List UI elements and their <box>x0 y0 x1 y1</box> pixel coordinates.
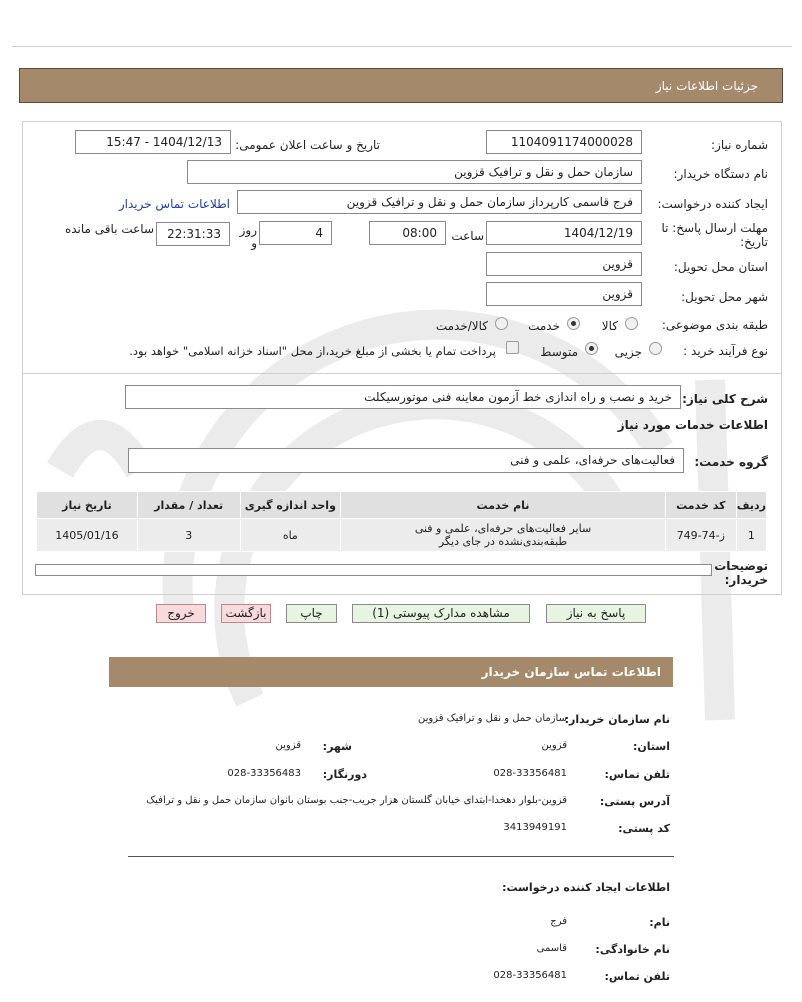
buyer-notes-field <box>35 564 712 576</box>
col-qty-header: تعداد / مقدار <box>137 492 240 519</box>
category-option-goods: کالا <box>601 319 618 333</box>
contact-address-label: آدرس پستی: <box>599 795 670 808</box>
service-name-line1: سایر فعالیت‌های حرفه‌ای، علمی و فنی <box>414 522 592 535</box>
services-heading: اطلاعات خدمات مورد نیاز <box>617 418 768 432</box>
days-label: روز <box>239 223 257 237</box>
deadline-label-date: تاریخ: <box>740 235 768 249</box>
service-group-field: فعالیت‌های حرفه‌ای، علمی و فنی <box>128 448 684 473</box>
treasury-payment-checkbox[interactable] <box>506 341 519 354</box>
delivery-province-field: قزوین <box>486 252 642 276</box>
creator-phone-value: 028-33356481 <box>493 970 567 981</box>
category-option-goods-service: کالا/خدمت <box>435 319 488 333</box>
service-group-label: گروه خدمت: <box>694 455 768 469</box>
cell-date: 1405/01/16 <box>37 519 138 552</box>
process-radio-medium[interactable] <box>585 342 598 355</box>
contact-org-value: سازمان حمل و نقل و ترافیک قزوین <box>417 713 567 724</box>
treasury-payment-note: پرداخت تمام یا بخشی از مبلغ خرید،از محل "اسناد خزانه اسلامی" خواهد بود. <box>129 344 496 358</box>
delivery-province-label: استان محل تحویل: <box>673 260 768 274</box>
contact-org-label: نام سازمان خریدار: <box>564 713 670 726</box>
exit-button[interactable]: خروج <box>156 604 206 623</box>
creator-first-name-label: نام: <box>649 916 670 929</box>
contact-province-value: قزوین <box>541 740 567 751</box>
panel-divider <box>22 373 782 374</box>
deadline-label: مهلت ارسال پاسخ: تا <box>661 221 768 235</box>
col-unit-header: واحد اندازه گیری <box>240 492 341 519</box>
announce-date-field: 1404/12/13 - 15:47 <box>75 130 231 154</box>
col-code-header: کد خدمت <box>665 492 736 519</box>
process-type-label: نوع فرآیند خرید : <box>683 344 768 358</box>
need-number-field: 1104091174000028 <box>486 130 642 154</box>
reply-button[interactable]: پاسخ به نیاز <box>546 604 646 623</box>
cell-qty: 3 <box>137 519 240 552</box>
cell-row: 1 <box>736 519 766 552</box>
deadline-time-field: 08:00 <box>369 221 446 245</box>
remaining-time-label: ساعت باقی مانده <box>64 222 154 236</box>
creator-label: ایجاد کننده درخواست: <box>657 197 768 211</box>
category-option-service: خدمت <box>528 319 560 333</box>
description-field: خرید و نصب و راه اندازی خط آزمون معاینه فنی موتورسیکلت <box>125 385 681 409</box>
category-radio-goods[interactable] <box>625 317 638 330</box>
contact-city-label: شهر: <box>322 740 352 753</box>
buyer-org-label: نام دستگاه خریدار: <box>673 167 768 181</box>
deadline-hour-label: ساعت <box>451 229 484 243</box>
contact-postal-label: کد پستی: <box>618 822 670 835</box>
delivery-city-field: قزوین <box>486 282 642 306</box>
contact-fax-value: 028-33356483 <box>227 768 301 779</box>
creator-phone-label: تلفن تماس: <box>604 970 670 983</box>
print-button[interactable]: چاپ <box>286 604 337 623</box>
category-radio-goods-service[interactable] <box>495 317 508 330</box>
buyer-org-field: سازمان حمل و نقل و ترافیک قزوین <box>187 160 642 184</box>
days-and-label: و <box>251 236 257 250</box>
cell-code: ز-74-749 <box>665 519 736 552</box>
creator-field: فرج قاسمی کارپرداز سازمان حمل و نقل و ترافیک قزوین <box>237 190 642 214</box>
creator-last-name-label: نام خانوادگی: <box>595 943 670 956</box>
category-label: طبقه بندی موضوعی: <box>661 318 768 332</box>
table-header-row <box>37 492 767 519</box>
contact-city-value: قزوین <box>275 740 301 751</box>
contact-province-label: استان: <box>633 740 670 753</box>
announce-date-label: تاریخ و ساعت اعلان عمومی: <box>235 138 380 152</box>
buyer-notes-label: توضیحات <box>714 559 768 573</box>
contact-fax-label: دورنگار: <box>322 768 367 781</box>
table-row <box>37 519 767 552</box>
delivery-city-label: شهر محل تحویل: <box>681 290 768 304</box>
contact-phone-label: تلفن تماس: <box>604 768 670 781</box>
services-table <box>36 491 767 552</box>
page-title: جزئیات اطلاعات نیاز <box>19 68 783 103</box>
buyer-notes-label-2: خریدار: <box>724 573 768 587</box>
remaining-time-field: 22:31:33 <box>156 222 230 246</box>
attachments-button[interactable]: مشاهده مدارک پیوستی (1) <box>352 604 530 623</box>
col-row-header: ردیف <box>736 492 766 519</box>
col-date-header: تاریخ نیاز <box>37 492 138 519</box>
deadline-date-field: 1404/12/19 <box>486 221 642 245</box>
creator-first-name-value: فرج <box>550 916 567 927</box>
contact-phone-value: 028-33356481 <box>493 768 567 779</box>
contact-postal-value: 3413949191 <box>503 822 567 833</box>
category-radio-service[interactable] <box>567 317 580 330</box>
description-label: شرح کلی نیاز: <box>682 392 768 406</box>
days-field: 4 <box>259 221 332 245</box>
back-button[interactable]: بازگشت <box>221 604 271 623</box>
creator-last-name-value: قاسمی <box>536 943 567 954</box>
contact-section-title: اطلاعات تماس سازمان خریدار <box>109 657 673 687</box>
service-name-line2: طبقه‌بندی‌نشده در جای دیگر <box>438 535 568 548</box>
contact-divider <box>128 856 674 857</box>
buyer-contact-link[interactable]: اطلاعات تماس خریدار <box>118 197 230 211</box>
contact-address-value: قزوین-بلوار دهخدا-ابتدای خیابان گلستان هزار جریب-جنب بوستان بانوان سازمان حمل و نقل و ترافیک <box>146 795 567 806</box>
creator-info-heading: اطلاعات ایجاد کننده درخواست: <box>502 881 670 894</box>
process-radio-minor[interactable] <box>649 342 662 355</box>
col-name-header: نام خدمت <box>341 492 666 519</box>
cell-service-name <box>341 519 666 552</box>
cell-unit: ماه <box>240 519 341 552</box>
need-number-label: شماره نیاز: <box>711 138 768 152</box>
process-option-minor: جزیی <box>614 345 642 359</box>
process-option-medium: متوسط <box>540 345 578 359</box>
